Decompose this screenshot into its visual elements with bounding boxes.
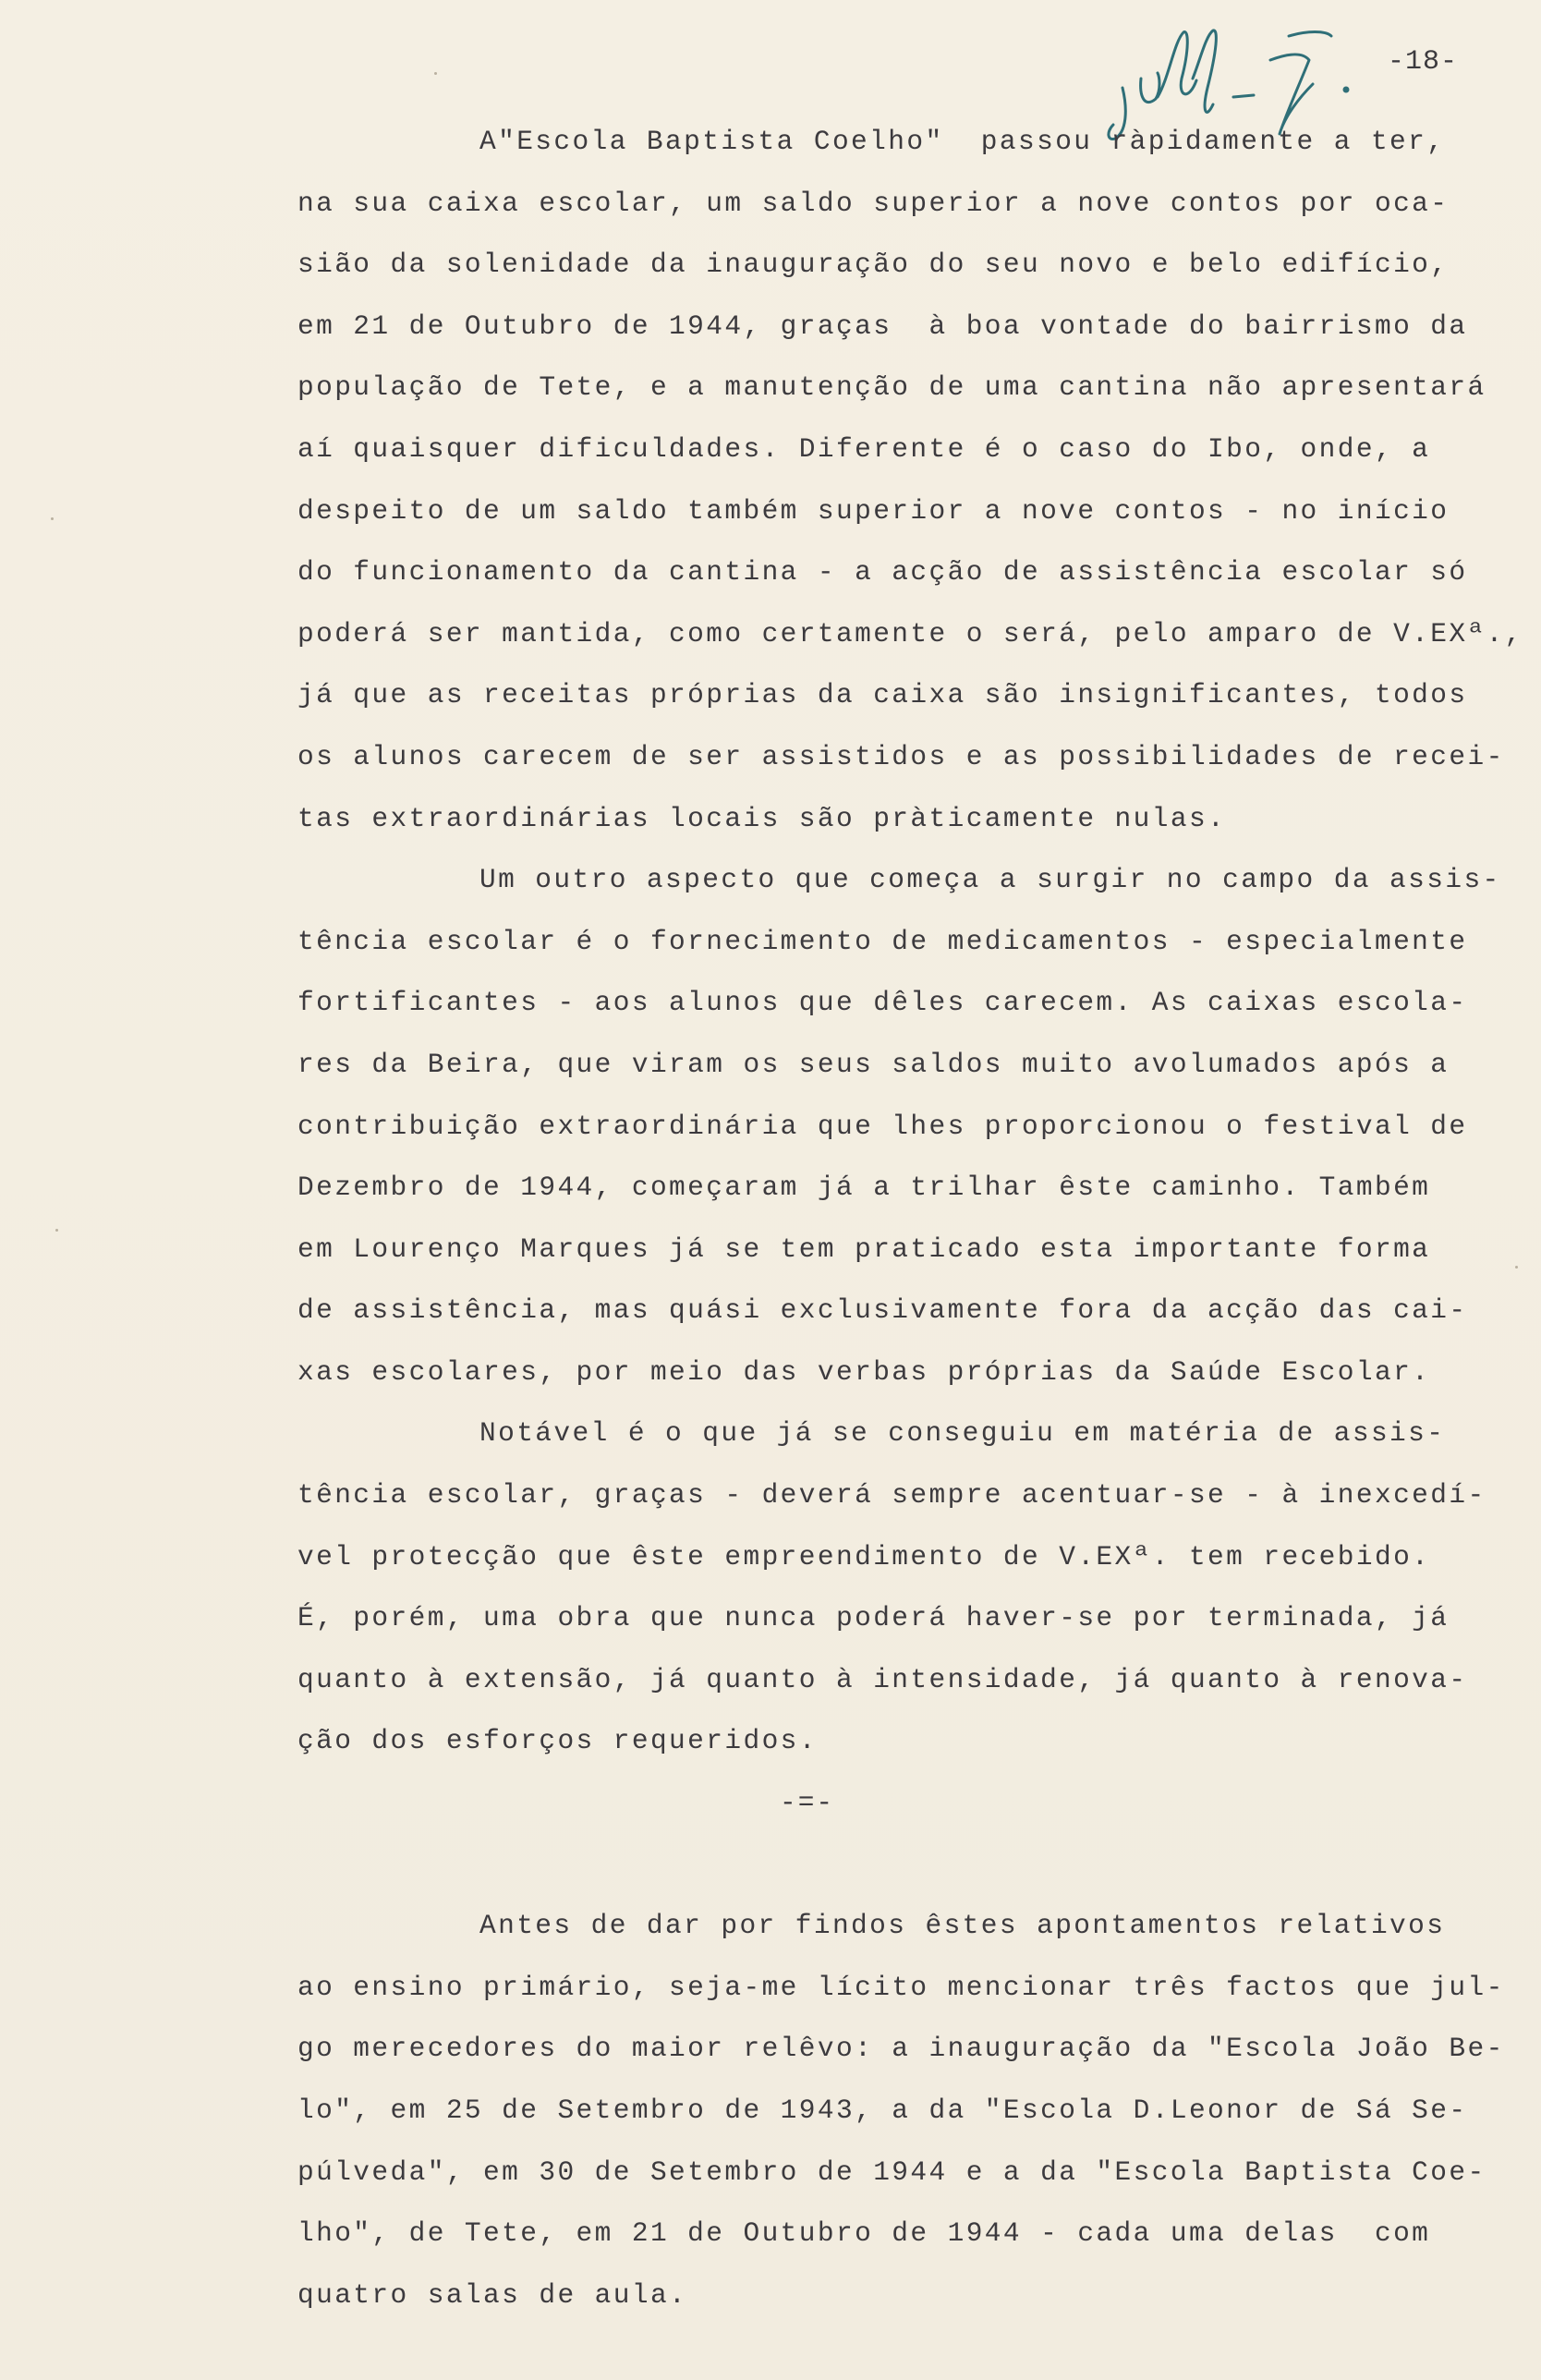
text-line: população de Tete, e a manutenção de uma cantina não apresentará	[297, 371, 1486, 404]
paper-speck	[55, 1229, 58, 1232]
text-line: os alunos carecem de ser assistidos e as possibilidades de recei-	[297, 740, 1505, 772]
text-line: sião da solenidade da inauguração do seu novo e belo edifício,	[297, 249, 1450, 281]
text-line: tas extraordinárias locais são pràticamente nulas.	[297, 802, 1227, 834]
text-line: contribuição extraordinária que lhes proporcionou o festival de	[297, 1110, 1468, 1142]
text-line: despeito de um saldo também superior a nove contos - no início	[297, 494, 1450, 527]
text-line: aí quaisquer dificuldades. Diferente é o caso do Ibo, onde, a	[297, 432, 1431, 465]
section-divider: -=-	[780, 1787, 835, 1819]
text-line: de assistência, mas quási exclusivamente fora da acção das cai-	[297, 1294, 1468, 1327]
text-line: Um outro aspecto que começa a surgir no campo da assis-	[479, 864, 1501, 896]
text-line: ção dos esforços requeridos.	[297, 1725, 818, 1757]
text-line: Notável é o que já se conseguiu em matéria de assis-	[479, 1417, 1446, 1450]
text-line: Antes de dar por findos êstes apontamentos relativos	[479, 1910, 1446, 1942]
blank-line	[297, 1834, 1499, 1896]
text-line: Dezembro de 1944, começaram já a trilhar êste caminho. Também	[297, 1172, 1431, 1204]
text-line: ao ensino primário, seja-me lícito mencionar três factos que jul-	[297, 1971, 1505, 2003]
text-line: res da Beira, que viram os seus saldos muito avolumados após a	[297, 1048, 1450, 1080]
text-line: lo", em 25 de Setembro de 1943, a da "Escola D.Leonor de Sá Se-	[297, 2095, 1468, 2126]
text-line: do funcionamento da cantina - a acção de assistência escolar só	[297, 556, 1468, 589]
text-line: tência escolar, graças - deverá sempre acentuar-se - à inexcedí-	[297, 1479, 1486, 1512]
text-line: go merecedores do maior relêvo: a inauguração da "Escola João Be-	[297, 2033, 1505, 2065]
paper-speck	[1515, 1266, 1518, 1269]
text-line: poderá ser mantida, como certamente o será, pelo amparo de V.EXª.,	[297, 617, 1523, 650]
text-line: em Lourenço Marques já se tem praticado esta importante forma	[297, 1232, 1431, 1265]
text-line: quanto à extensão, já quanto à intensidade, já quanto à renova-	[297, 1663, 1468, 1695]
page-number: -18-	[1388, 46, 1459, 78]
text-line: xas escolares, por meio das verbas próprias da Saúde Escolar.	[297, 1355, 1431, 1388]
text-line: em 21 de Outubro de 1944, graças à boa vontade do bairrismo da	[297, 310, 1468, 342]
text-line: tência escolar é o fornecimento de medicamentos - especialmente	[297, 925, 1468, 957]
text-line: na sua caixa escolar, um saldo superior a nove contos por oca-	[297, 187, 1450, 219]
text-line: A"Escola Baptista Coelho" passou ràpidamente a ter,	[479, 126, 1446, 157]
body-text	[297, 111, 1523, 2325]
text-line: É, porém, uma obra que nunca poderá haver-se por terminada, já	[297, 1602, 1450, 1634]
text-line: lho", de Tete, em 21 de Outubro de 1944 - cada uma delas com	[297, 2217, 1431, 2250]
text-line: fortificantes - aos alunos que dêles carecem. As caixas escola-	[297, 987, 1468, 1019]
paper-speck	[434, 72, 437, 75]
text-line: quatro salas de aula.	[297, 2278, 688, 2311]
text-line: vel protecção que êste empreendimento de V.EXª. tem recebido.	[297, 1540, 1431, 1572]
paper-speck	[51, 517, 54, 520]
text-line: púlveda", em 30 de Setembro de 1944 e a da "Escola Baptista Coe-	[297, 2155, 1486, 2188]
text-line: já que as receitas próprias da caixa são insignificantes, todos	[297, 679, 1468, 711]
